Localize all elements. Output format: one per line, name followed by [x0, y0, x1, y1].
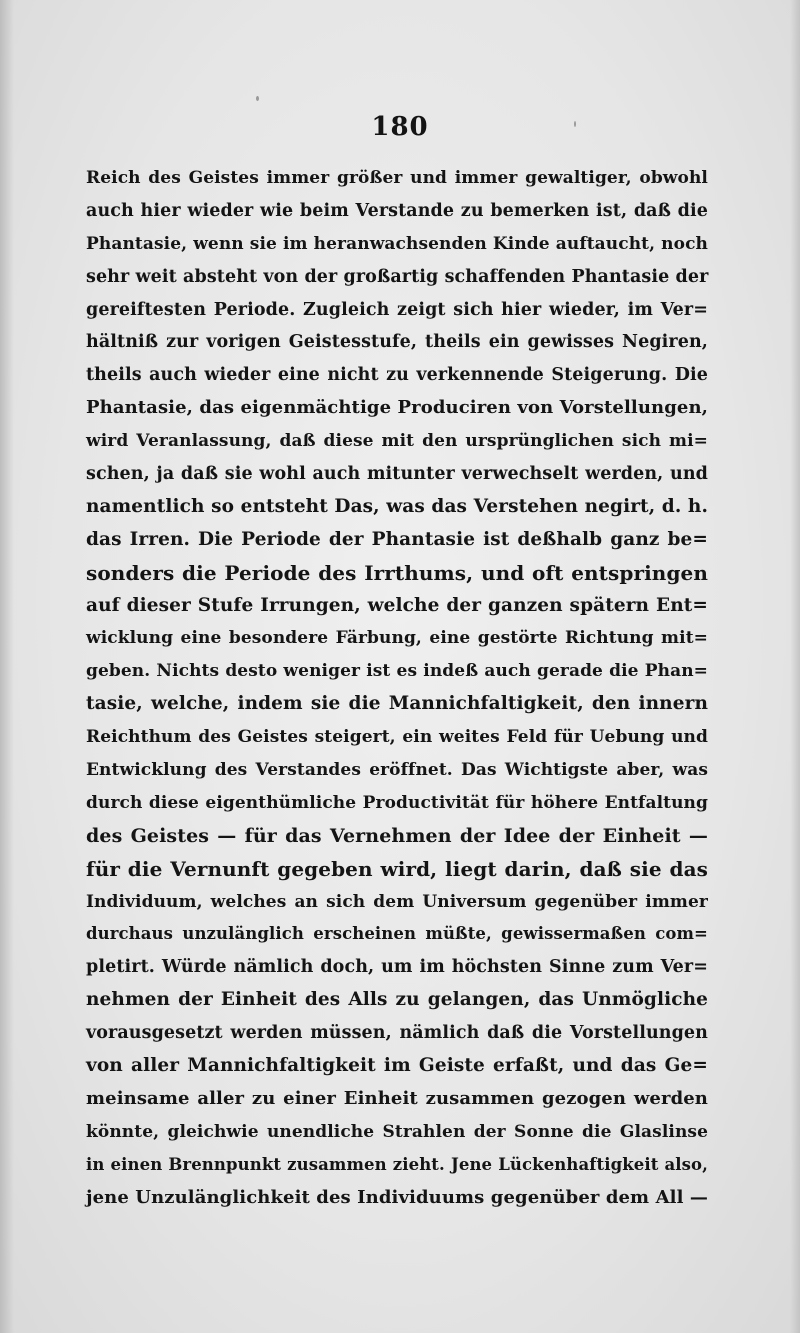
text-line: schen, ja daß sie wohl auch mitunter verwechselt werden, und — [86, 464, 708, 485]
text-line: für die Vernunft gegeben wird, liegt darin, daß sie das — [86, 856, 708, 881]
text-line: jene Unzulänglichkeit des Individuums gegenüber dem All — — [86, 1186, 708, 1208]
text-line: durchaus unzulänglich erscheinen müßte, gewissermaßen com= — [86, 924, 708, 944]
text-line: meinsame aller zu einer Einheit zusammen gezogen werden — [86, 1087, 708, 1109]
page-right-shadow — [790, 0, 800, 1333]
text-line: das Irren. Die Periode der Phantasie ist deßhalb ganz be= — [86, 528, 708, 550]
page-left-shadow — [0, 0, 14, 1333]
text-line: könnte, gleichwie unendliche Strahlen der Sonne die Glaslinse — [86, 1121, 708, 1142]
text-line: theils auch wieder eine nicht zu verkennende Steigerung. Die — [86, 365, 708, 386]
text-line: gereiftesten Periode. Zugleich zeigt sich hier wieder, im Ver= — [86, 299, 708, 320]
text-line: Phantasie, wenn sie im heranwachsenden Kinde auftaucht, noch — [86, 233, 708, 254]
text-line: Phantasie, das eigenmächtige Produciren von Vorstellungen, — [86, 397, 708, 419]
text-line: von aller Mannichfaltigkeit im Geiste erfaßt, und das Ge= — [86, 1055, 708, 1077]
text-line: auch hier wieder wie beim Verstande zu bemerken ist, daß die — [86, 200, 708, 221]
text-line: sehr weit absteht von der großartig schaffenden Phantasie der — [86, 266, 709, 287]
text-line: des Geistes — für das Vernehmen der Idee der Einheit — — [86, 824, 708, 847]
text-line: in einen Brennpunkt zusammen zieht. Jene Lückenhaftigkeit also, — [86, 1154, 708, 1174]
body-text — [86, 162, 708, 1215]
text-line: geben. Nichts desto weniger ist es indeß auch gerade die Phan= — [86, 661, 708, 682]
text-line: durch diese eigenthümliche Productivität für höhere Entfaltung — [86, 792, 708, 813]
text-line: wird Veranlassung, daß diese mit den ursprünglichen sich mi= — [86, 431, 708, 452]
text-line: hältniß zur vorigen Geistesstufe, theils ein gewisses Negiren, — [86, 332, 708, 353]
page-number: 180 — [371, 112, 429, 142]
text-line: auf dieser Stufe Irrungen, welche der ganzen spätern Ent= — [86, 594, 708, 616]
text-line: namentlich so entsteht Das, was das Verstehen negirt, d. h. — [86, 495, 708, 517]
text-line: nehmen der Einheit des Alls zu gelangen, das Unmögliche — [86, 989, 708, 1011]
text-line: Reich des Geistes immer größer und immer gewaltiger, obwohl — [86, 168, 708, 188]
text-line: pletirt. Würde nämlich doch, um im höchsten Sinne zum Ver= — [86, 957, 708, 978]
text-line: wicklung eine besondere Färbung, eine gestörte Richtung mit= — [86, 628, 708, 649]
text-line: sonders die Periode des Irrthums, und oft entspringen — [86, 560, 708, 585]
text-line: Individuum, welches an sich dem Universum gegenüber immer — [86, 891, 708, 912]
text-line: vorausgesetzt werden müssen, nämlich daß die Vorstellungen — [86, 1023, 708, 1044]
paper-speck — [256, 96, 259, 101]
text-line: Entwicklung des Verstandes eröffnet. Das Wichtigste aber, was — [86, 760, 708, 781]
text-line: tasie, welche, indem sie die Mannichfaltigkeit, den innern — [86, 693, 708, 715]
text-line: Reichthum des Geistes steigert, ein weites Feld für Uebung und — [86, 727, 708, 748]
